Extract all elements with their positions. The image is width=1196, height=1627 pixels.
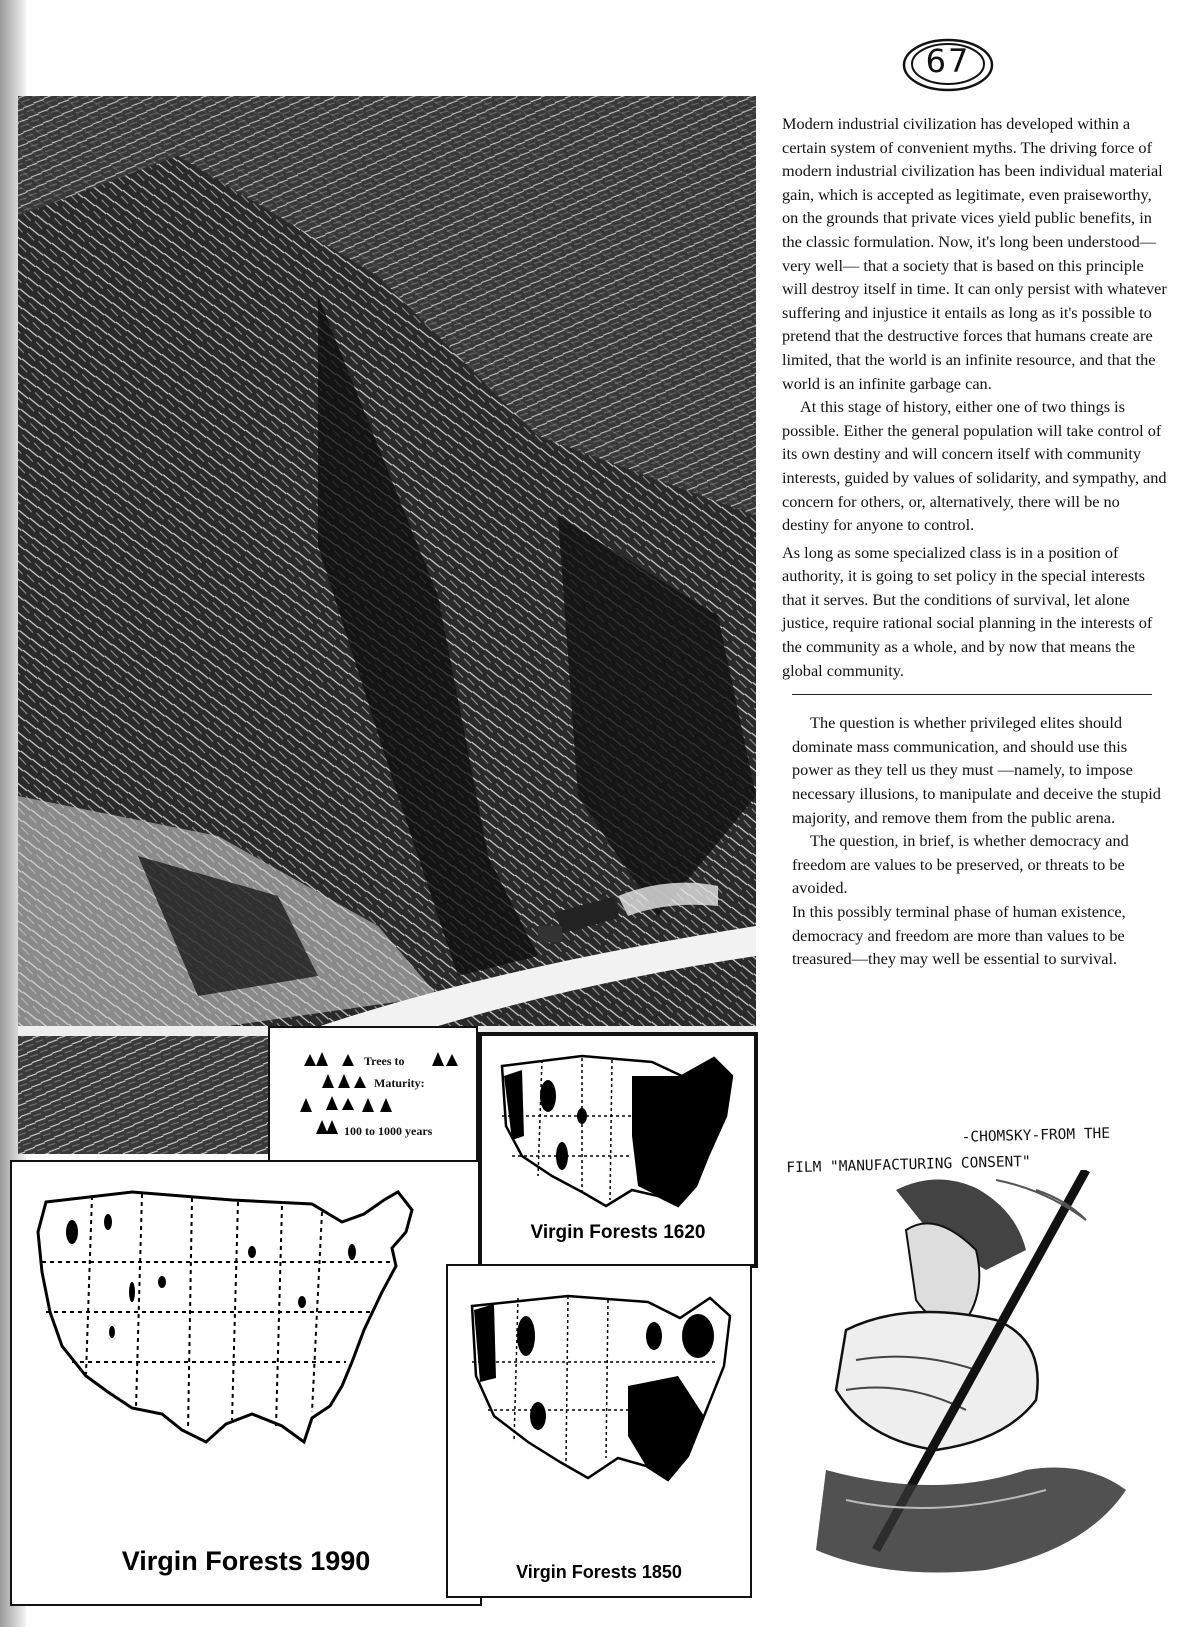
question-paragraph-2: The question, in brief, is whether democracy and freedom are values to be preserved, or threats to be avoided. <box>792 831 1129 898</box>
map-1620-caption: Virgin Forests 1620 <box>530 1222 706 1243</box>
clearcut-hillside-photo <box>18 96 756 1154</box>
map-1850-caption: Virgin Forests 1850 <box>516 1562 682 1582</box>
us-map-1990 <box>12 1162 480 1604</box>
us-map-1850 <box>448 1266 750 1596</box>
page-number <box>900 36 996 94</box>
paragraph-3: As long as some specialized class is in a position of authority, it is going to set policy in the special interests that it serves. But the conditions of survival, let alone justice, require rational social planning in the interests of the community as a whole, and by now that means the global community. <box>782 542 1153 680</box>
legend-line-1: Trees to <box>364 1054 405 1068</box>
paragraph-2: At this stage of history, either one of two things is possible. Either the general population will take control of its own destiny and will concern itself with community interests, guided by values of solidarity, and sympathy, and concern for others, or, alternatively, there will be no destiny for anyone to control. <box>782 397 1167 535</box>
essay-text <box>782 112 1170 971</box>
legend-line-3: 100 to 1000 years <box>344 1124 433 1138</box>
question-section <box>782 711 1170 971</box>
attribution-line-2: FILM "MANUFACTURING CONSENT" <box>786 1153 1031 1177</box>
paddler-illustration <box>786 1170 1176 1590</box>
question-paragraph-3: In this possibly terminal phase of human existence, democracy and freedom are more than values to be treasured—they may well be essential to survival. <box>792 902 1126 969</box>
legend-line-2: Maturity: <box>374 1076 425 1090</box>
map-1850 <box>446 1264 752 1598</box>
question-paragraph-1: The question is whether privileged elites should dominate mass communication, and should use this power as they tell us they must —namely, to impose necessary illusions, to manipulate and deceive the stupid majority, and remove them from the public arena. <box>792 713 1161 827</box>
section-divider <box>792 694 1152 695</box>
trees-maturity-legend <box>268 1026 478 1166</box>
tree-icons <box>270 1028 476 1164</box>
paddler-drawing <box>786 1170 1176 1590</box>
map-1990-caption: Virgin Forests 1990 <box>121 1546 371 1576</box>
clearcut-photo-art <box>18 96 756 1154</box>
page-number-text: 67 <box>925 42 971 80</box>
paragraph-1: Modern industrial civilization has developed within a certain system of convenient myths. The driving force of modern industrial civilization has been individual material gain, which is accepted as legitimate, even praiseworthy, on the grounds that private vices yield public benefits, in the classic formulation. Now, it's long been understood—very well— that a society that is based on this principle will destroy itself in time. It can only persist with whatever suffering and injustice it entails as long as it's possible to pretend that the destructive forces that humans create are limited, that the world is an infinite resource, and that the world is an infinite garbage can. <box>782 114 1167 393</box>
attribution-line-1: -CHOMSKY-FROM THE <box>961 1125 1111 1146</box>
map-1990 <box>10 1160 482 1606</box>
map-1620 <box>478 1032 758 1268</box>
